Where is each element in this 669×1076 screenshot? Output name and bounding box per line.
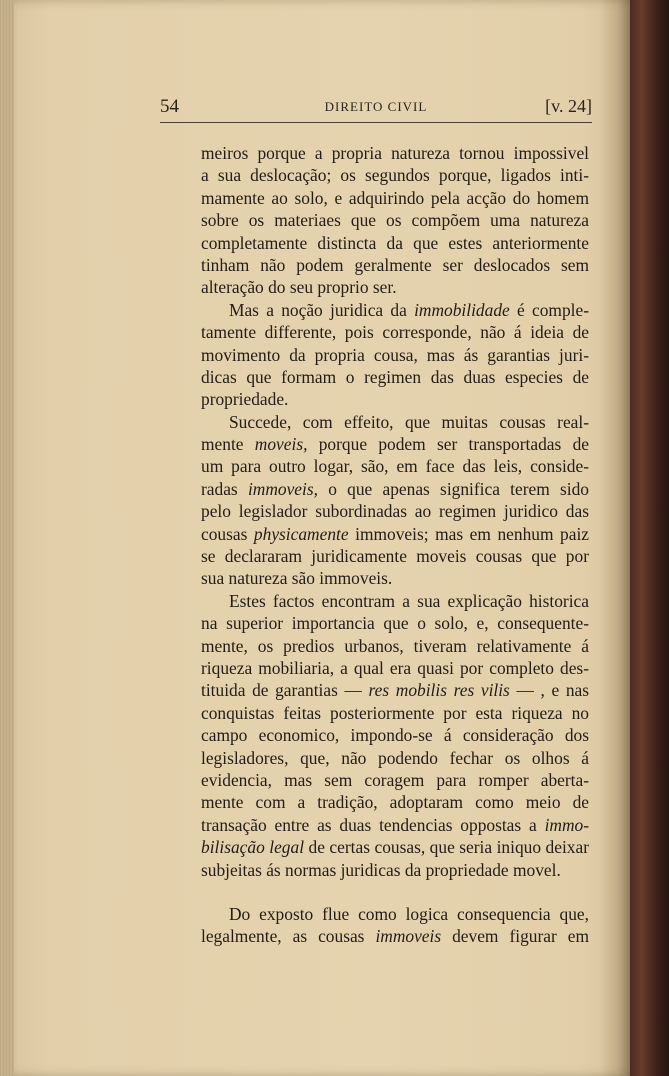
header-rule bbox=[160, 122, 592, 123]
text-run: transação entre as duas tendencias oppostas a bbox=[201, 814, 545, 835]
text-run: a sua deslocação; os segundos porque, ligados inti- bbox=[201, 165, 589, 186]
text-line bbox=[201, 724, 589, 746]
text-run: propriedade. bbox=[201, 389, 289, 410]
text-line bbox=[201, 791, 589, 813]
text-line bbox=[201, 657, 589, 679]
paragraph bbox=[201, 411, 589, 590]
paragraph bbox=[201, 142, 589, 299]
text-line bbox=[201, 455, 589, 477]
text-run: é comple- bbox=[509, 299, 589, 320]
text-run: de certas cousas, que seria iniquo deixar bbox=[304, 837, 589, 858]
text-line bbox=[201, 388, 589, 410]
italic-term: immoveis bbox=[375, 926, 442, 947]
running-title: DIREITO CIVIL bbox=[324, 99, 428, 114]
text-run: tinham não podem geralmente ser deslocados sem bbox=[201, 254, 589, 275]
text-line bbox=[201, 679, 589, 701]
section-reference: [v. 24] bbox=[545, 96, 592, 116]
italic-term: physicamente bbox=[253, 523, 349, 544]
text-run: completamente distincta da que estes anteriormente bbox=[201, 232, 589, 253]
text-line bbox=[201, 209, 589, 231]
text-run: mente bbox=[201, 434, 255, 455]
text-line bbox=[201, 859, 589, 881]
text-line bbox=[201, 567, 589, 589]
text-run: Estes factos encontram a sua explicação historica bbox=[229, 590, 589, 611]
paragraph bbox=[201, 590, 589, 881]
text-run: o que apenas significa terem sido bbox=[317, 478, 589, 499]
page-header bbox=[160, 96, 592, 120]
text-run: tituida de garantias — bbox=[201, 680, 369, 701]
text-run: se declararam juridicamente moveis cousas que por bbox=[201, 546, 589, 567]
paragraph-gap bbox=[201, 881, 589, 903]
paragraph bbox=[201, 903, 589, 948]
book-cover-edge bbox=[630, 0, 669, 1076]
italic-term: res mobilis res vilis bbox=[368, 680, 510, 701]
text-line bbox=[201, 545, 589, 567]
text-run: campo economico, impondo-se á consideração dos bbox=[201, 725, 589, 746]
text-line bbox=[201, 702, 589, 724]
text-line bbox=[201, 187, 589, 209]
text-line bbox=[201, 142, 589, 164]
text-line bbox=[201, 433, 589, 455]
italic-term: moveis, bbox=[254, 434, 308, 455]
text-run: porque podem ser transportadas de bbox=[307, 434, 589, 455]
text-run: mente com a tradição, adoptaram como meio de bbox=[201, 792, 589, 813]
italic-term: immo- bbox=[544, 814, 589, 835]
text-run: movimento da propria cousa, mas ás garantias juri- bbox=[201, 344, 589, 365]
text-run: conquistas feitas posteriormente por esta riqueza no bbox=[201, 702, 589, 723]
text-line bbox=[201, 903, 589, 925]
text-line bbox=[201, 500, 589, 522]
text-run: cousas bbox=[201, 523, 254, 544]
text-line bbox=[201, 164, 589, 186]
text-run: dicas que formam o regimen das duas especies de bbox=[201, 366, 589, 387]
text-line bbox=[201, 478, 589, 500]
text-run: devem figurar em bbox=[441, 926, 589, 947]
text-run: Do exposto flue como logica consequencia que, bbox=[229, 903, 589, 924]
text-line bbox=[201, 590, 589, 612]
text-run: na superior importancia que o solo, e, consequente- bbox=[201, 613, 589, 634]
text-run: — , e nas bbox=[509, 680, 589, 701]
text-line bbox=[201, 276, 589, 298]
text-run: um para outro logar, são, em face das leis, conside- bbox=[201, 456, 589, 477]
italic-term: immobilidade bbox=[414, 299, 510, 320]
page-stack-edge bbox=[0, 0, 14, 1076]
text-run: sobre os materiaes que os compõem uma natureza bbox=[201, 210, 589, 231]
text-run: subjeitas ás normas juridicas da propriedade movel. bbox=[201, 859, 561, 880]
text-run: mamente ao solo, e adquirindo pela acção do homem bbox=[201, 187, 589, 208]
text-line bbox=[201, 925, 589, 947]
text-run: mente, os predios urbanos, tiveram relativamente á bbox=[201, 635, 589, 656]
text-line bbox=[201, 612, 589, 634]
text-run: legalmente, as cousas bbox=[201, 926, 376, 947]
italic-term: bilisação legal bbox=[201, 837, 305, 858]
italic-term: immoveis, bbox=[247, 478, 318, 499]
text-line bbox=[201, 635, 589, 657]
text-run: sua natureza são immoveis. bbox=[201, 568, 393, 589]
page-number: 54 bbox=[160, 96, 179, 117]
text-run: meiros porque a propria natureza tornou impossivel bbox=[201, 143, 589, 163]
text-line bbox=[201, 299, 589, 321]
text-line bbox=[201, 254, 589, 276]
text-line bbox=[201, 232, 589, 254]
text-run: legisladores, que, não podendo fechar os olhos á bbox=[201, 747, 589, 768]
text-line bbox=[201, 344, 589, 366]
text-line bbox=[201, 747, 589, 769]
text-run: riqueza mobiliaria, a qual era quasi por completo des- bbox=[201, 657, 589, 678]
body-text bbox=[201, 142, 589, 948]
text-line bbox=[201, 836, 589, 858]
text-run: radas bbox=[201, 478, 248, 499]
text-run: alteração do seu proprio ser. bbox=[201, 277, 397, 298]
text-line bbox=[201, 321, 589, 343]
text-line bbox=[201, 769, 589, 791]
paragraph bbox=[201, 299, 589, 411]
text-run: Succede, com effeito, que muitas cousas real- bbox=[229, 411, 589, 432]
text-run: tamente differente, pois corresponde, não á ideia de bbox=[201, 322, 589, 343]
gutter-shadow bbox=[600, 0, 630, 1076]
text-run: Mas a noção juridica da bbox=[229, 299, 415, 320]
text-run: pelo legislador subordinadas ao regimen juridico das bbox=[201, 501, 589, 522]
text-line bbox=[201, 366, 589, 388]
text-run: evidencia, mas sem coragem para romper aberta- bbox=[201, 769, 589, 790]
text-line bbox=[201, 523, 589, 545]
text-run: immoveis; mas em nenhum paiz bbox=[348, 523, 589, 544]
text-line bbox=[201, 411, 589, 433]
text-line bbox=[201, 814, 589, 836]
